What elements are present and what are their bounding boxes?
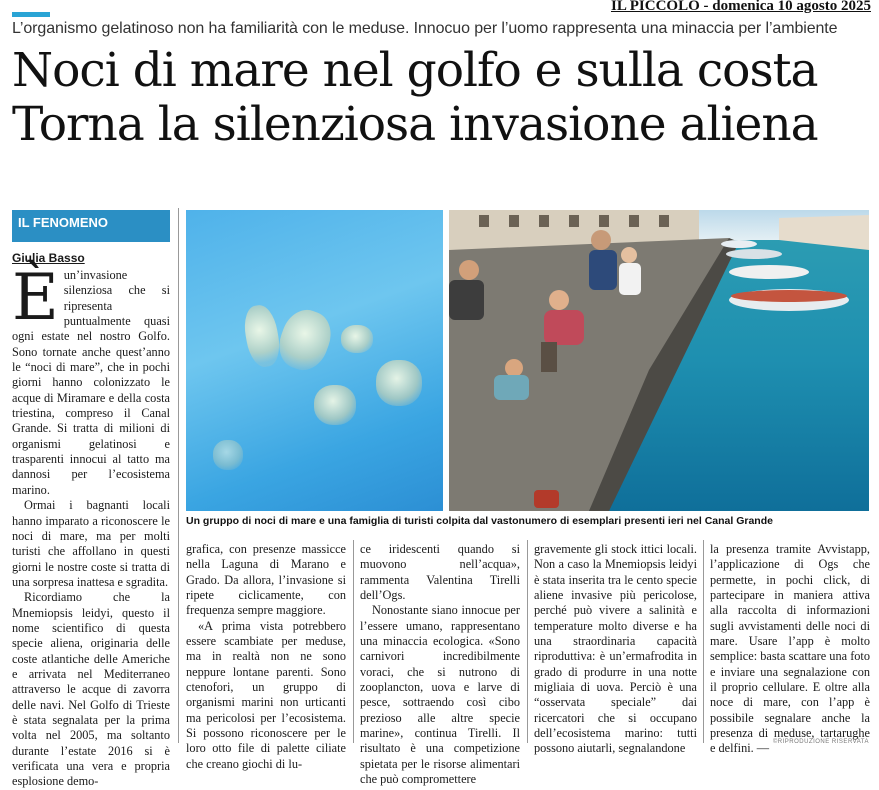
masthead: IL PICCOLO - domenica 10 agosto 2025: [610, 0, 871, 14]
article-paragraph: la presenza tramite Avvistapp, l’applicazione di Ogs che permette, in pochi click, di partecipare in maniera attiva alla raccolta di informazioni sugli avvistamenti delle noci di mare. Usare l’app è molto semplice: basta scattare una foto e inviare una segnalazione con il proprio cellulare. E oltre alla noce di mare, con l’app è possibile segnalare anche la presenza di meduse, tartarughe e delfini. —: [710, 542, 870, 756]
comb-jelly: [241, 303, 283, 370]
comb-jelly-photo: [186, 210, 443, 511]
copyright-credit: ©RIPRODUZIONE RISERVATA: [772, 739, 869, 745]
comb-jelly: [272, 304, 338, 377]
masthead-accent-bar: [12, 12, 50, 17]
article-paragraph: Nonostante siano innocue per l’essere umano, rappresentano una minaccia ecologica. «Sono carnivori incredibilmente voraci, che si nutrono di zooplancton, uova e larve di pesce, sottraendo così cibo prezioso alle altre specie marine», continua Tirelli. Il risultato è una competizione spietata per le risorse alimentari che può compromettere: [360, 603, 520, 787]
article-paragraph: grafica, con presenze massicce nella Laguna di Marano e Grado. Da allora, l’invasione si ripete ciclicamente, con frequenza sempre maggiore.: [186, 542, 346, 618]
photo-caption: Un gruppo di noci di mare e una famiglia di turisti colpita dal vastonumero di esemplari presenti ieri nel Canal Grande: [186, 515, 773, 527]
article-paragraph: ce iridescenti quando si muovono nell’acqua», rammenta Valentina Tirelli dell’Ogs.: [360, 542, 520, 603]
comb-jelly: [314, 385, 356, 425]
canal-scene: [449, 210, 869, 511]
article-column-4: [534, 542, 697, 757]
column-divider: [178, 208, 179, 743]
article-column-2: [186, 542, 346, 772]
headline-line-1: Noci di mare nel golfo e sulla costa: [12, 43, 818, 98]
comb-jelly: [213, 440, 243, 470]
kicker: L’organismo gelatinoso non ha familiarità con le meduse. Innocuo per l’uomo rappresenta una minaccia per l’ambiente: [12, 20, 838, 37]
article-column-5: [710, 542, 870, 757]
article-paragraph: «A prima vista potrebbero essere scambiate per meduse, ma in realtà non ne sono neppure lontane parenti. Sono ctenofori, un gruppo di organismi marini non urticanti ma pericolosi per l’ecosistema. Si possono riconoscere per le loro otto file di palette ciliate che creano giochi di lu-: [186, 618, 346, 771]
byline: Giulia Basso: [12, 251, 85, 265]
boat: [726, 249, 782, 259]
column-divider: [353, 540, 354, 743]
canal-grande-photo: [449, 210, 869, 511]
bag: [534, 490, 559, 508]
section-label: IL FENOMENO: [18, 215, 109, 230]
article-paragraph: Ricordiamo che la Mnemiopsis leidyi, questo il nome scientifico di questa specie aliena, originaria delle coste atlantiche delle Americhe e arrivata nel Mediterraneo attraverso le acque di zavorra delle navi. Nel Golfo di Trieste è stata segnalata per la prima volta nel 2005, ma soltanto durante l’estate 2016 si è verificata una vera e propria esplosione demo-: [12, 590, 170, 789]
article-paragraph: Ormai i bagnanti locali hanno imparato a riconoscere le noci di mare, ma per molti turisti che affollano in questi giorni le nostre coste si tratta di una sorpresa inattesa e sgradita.: [12, 498, 170, 589]
boat: [729, 265, 809, 279]
article-paragraph: Èun’invasione silenziosa che si ripresenta puntualmente quasi ogni estate nel nostro Golfo. Sono tornate anche quest’anno le “noci di mare”, che in pochi giorni hanno colonizzato le acque di Miramare e della costa triestina, compreso il Canal Grande. Si tratta di milioni di organismi gelatinosi e trasparenti innocui al tatto ma dannosi per l’ecosistema marino.: [12, 261, 170, 497]
article-paragraph: gravemente gli stock ittici locali. Non a caso la Mnemiopsis leidyi è stata inserita tra le cento specie aliene invasive più pericolose, perché può vivere a salinità e temperature molto diverse e ha una straordinaria capacità riproduttiva: è un’ermafrodita in grado di produrre in una notte migliaia di uova. Perciò è una “osservata speciale” dai ricercatori che si occupano dell’ecosistema marino: tutti possono aiutarli, segnalandone: [534, 542, 697, 756]
comb-jelly: [376, 360, 422, 406]
column-divider: [527, 540, 528, 743]
article-column-1: [12, 261, 170, 790]
headline: [12, 44, 872, 152]
drop-cap: È: [12, 261, 59, 335]
headline-line-2: Torna la silenziosa invasione aliena: [12, 97, 818, 152]
boat: [721, 240, 757, 248]
column-divider: [703, 540, 704, 743]
comb-jelly: [341, 325, 373, 353]
